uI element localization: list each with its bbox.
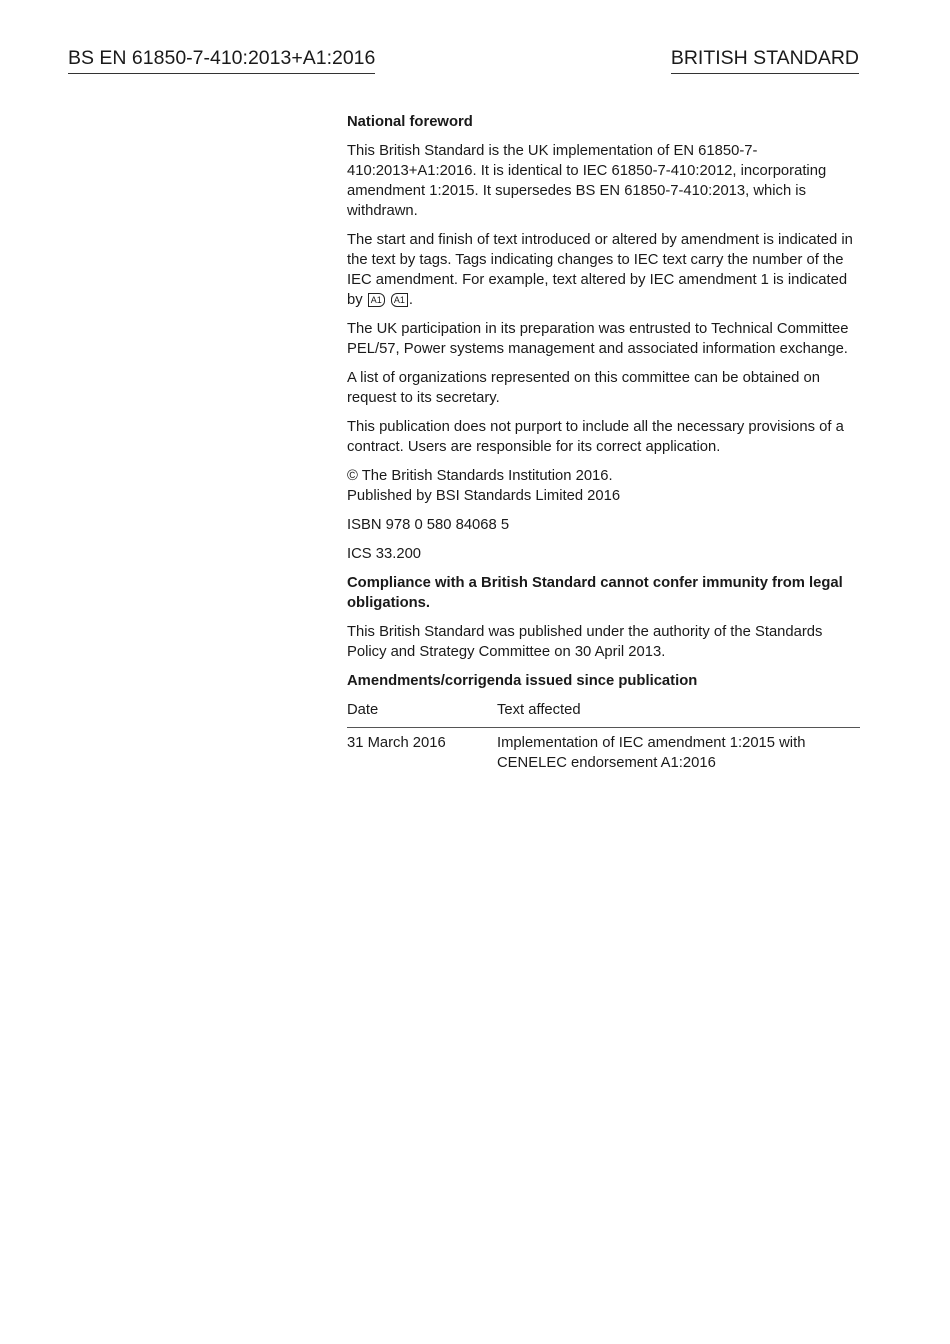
table-row [347, 728, 860, 774]
tags-text: The start and finish of text introduced or altered by amendment is indicated in the text by tags. Tags indicating changes to IEC text carry the number of the IEC amendment. For example, text altered by IEC amendment 1 is indicated by [347, 232, 853, 308]
authority-paragraph: This British Standard was published under the authority of the Standards Policy and Strategy Committee on 30 April 2013. [347, 624, 823, 660]
foreword-paragraph-organizations: A list of organizations represented on this committee can be obtained on request to its secretary. [347, 370, 820, 406]
amendment-open-tag-icon: A1 [368, 293, 385, 307]
foreword-title: National foreword [347, 114, 473, 130]
copyright-line: © The British Standards Institution 2016. [347, 468, 613, 484]
column-header-text-affected: Text affected [497, 700, 860, 728]
table-header-row [347, 700, 860, 728]
isbn: ISBN 978 0 580 84068 5 [347, 517, 510, 533]
amendment-date: 31 March 2016 [347, 735, 446, 751]
foreword-paragraph-provisions: This publication does not purport to include all the necessary provisions of a contract. Users are responsible for its correct application. [347, 419, 844, 455]
copyright-block [347, 466, 860, 506]
amendment-text: Implementation of IEC amendment 1:2015 with CENELEC endorsement A1:2016 [497, 735, 806, 771]
amendments-title: Amendments/corrigenda issued since publication [347, 673, 698, 689]
series-header: BRITISH STANDARD [671, 44, 859, 74]
document-id-header: BS EN 61850-7-410:2013+A1:2016 [68, 44, 375, 74]
publisher-line: Published by BSI Standards Limited 2016 [347, 488, 621, 504]
foreword-paragraph-implementation: This British Standard is the UK implementation of EN 61850-7-410:2013+A1:2016. It is identical to IEC 61850-7-410:2012, incorporating amendment 1:2015. It supersedes BS EN 61850-7-410:2013, which is withdrawn. [347, 143, 827, 219]
amendments-table [347, 700, 860, 773]
amendment-close-tag-icon: A1 [391, 293, 408, 307]
tags-text-end: . [408, 292, 414, 308]
foreword-paragraph-tags [347, 230, 860, 310]
compliance-statement: Compliance with a British Standard cannot confer immunity from legal obligations. [347, 575, 843, 611]
ics: ICS 33.200 [347, 546, 422, 562]
national-foreword-section [347, 112, 860, 773]
column-header-date: Date [347, 700, 497, 728]
foreword-paragraph-committee: The UK participation in its preparation was entrusted to Technical Committee PEL/57, Power systems management and associated information exchange. [347, 321, 849, 357]
